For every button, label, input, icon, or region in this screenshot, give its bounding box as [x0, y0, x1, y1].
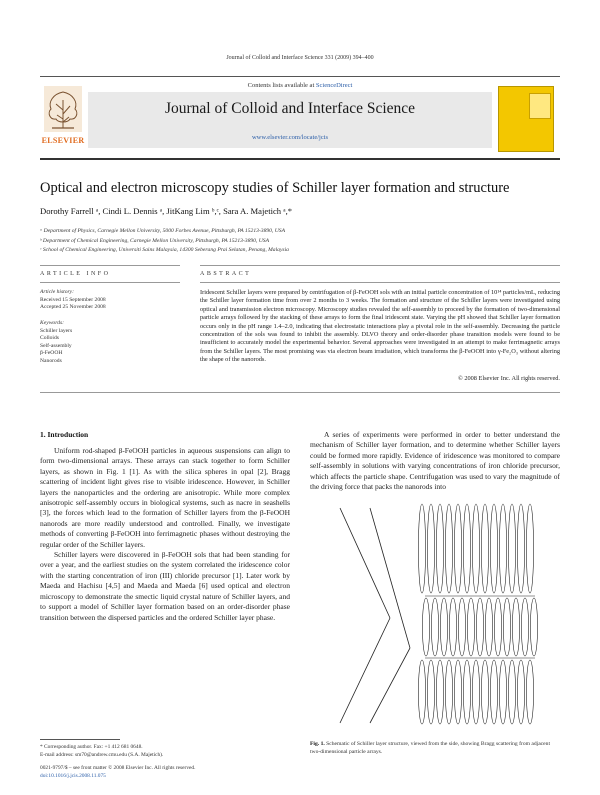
divider: [40, 265, 180, 266]
header-top-rule: [40, 76, 560, 77]
keyword: β-FeOOH: [40, 350, 63, 356]
contents-prefix: Contents lists available at: [247, 82, 316, 89]
paper-title: Optical and electron microscopy studies of Schiller layer formation and structure: [40, 180, 510, 196]
footnote-rule: [40, 739, 120, 740]
keywords-block: [40, 320, 180, 365]
history-label: Article history:: [40, 289, 75, 295]
nanorod: [476, 598, 483, 656]
contents-line: [40, 82, 560, 89]
nanorod: [485, 598, 492, 656]
divider: [200, 282, 560, 283]
nanorod: [431, 598, 438, 656]
nanorod: [490, 660, 497, 724]
abstract-heading: ABSTRACT: [200, 271, 252, 277]
affiliation-c: ᶜ School of Chemical Engineering, Universiti Sains Malaysia, 14300 Seberang Prai Selatan, Penang, Malaysia: [40, 247, 289, 253]
section-heading: 1. Introduction: [40, 430, 89, 439]
journal-cover-thumbnail: [498, 86, 554, 152]
body-paragraph: Uniform rod-shaped β-FeOOH particles in aqueous suspensions can align to form two-dimensional arrays. These arrays can stack together to form Schiller layers, as shown in Fig. 1 [1]. As with the silica spheres in opal [2], Bragg scattering of incident light gives rise to visible iridescence. However, in Schiller layers the nanoparticles and the ordering are anisotropic. While more complex anisotropic self-assembly occurs in biological systems, such as nacre in seashells [3], the forces which lead to the formation of Schiller layers from the β-FeOOH nanorods are more readily understood and controlled. Finally, we investigate methods of converting β-FeOOH into ferrimagnetic phases without destroying the regular order of the Schiller layers.: [40, 446, 290, 549]
nanorod: [521, 598, 528, 656]
keyword: Nanorods: [40, 357, 62, 364]
journal-url-link[interactable]: www.elsevier.com/locate/jcis: [251, 134, 329, 141]
article-info-heading: ARTICLE INFO: [40, 271, 111, 277]
nanorod: [481, 504, 488, 593]
body-paragraph: Schiller layers were discovered in β-FeOOH sols that had been standing for over a year, and the earliest studies on the system correlated the iridescence color with the starting concentration of iron (III) chloride precursor [1]. Later work by Maeda and Hachisu [4,5] and Maeda and Maeda [6] used optical and electron microscopy to demonstrate the smectic liquid crystal nature of Schiller layers, and to support a model of Schiller layer formation based on an order-disorder phase transition between the dispersed particles and the ordered Schiller layer phase.: [40, 550, 290, 622]
nanorod: [445, 504, 452, 593]
sciencedirect-link[interactable]: ScienceDirect: [315, 82, 353, 89]
nanorod: [463, 660, 470, 724]
nanorod: [427, 660, 434, 724]
keyword: Colloids: [40, 335, 59, 341]
nanorod: [503, 598, 510, 656]
nanorod: [422, 598, 429, 656]
figure-1-schematic: [330, 498, 540, 726]
nanorod: [526, 660, 533, 724]
affiliation-a: ᵃ Department of Physics, Carnegie Mellon University, 5000 Forbes Avenue, Pittsburgh, PA 15213-3890, USA: [40, 228, 286, 234]
keyword: Self-assembly: [40, 342, 72, 349]
keyword: Schiller layers: [40, 327, 73, 334]
received-date: Received 15 September 2008: [40, 296, 106, 303]
divider: [200, 265, 560, 266]
nanorod: [454, 660, 461, 724]
divider: [40, 392, 560, 393]
nanorod: [463, 504, 470, 593]
nanorod: [436, 660, 443, 724]
abstract-text: Iridescent Schiller layers were prepared by centrifugation of β-FeOOH sols with an initial particle concentration of 10¹⁴ particles/mL, reducing the Schiller layer formation time from over 2 months to 3 weeks. The formation and structure of the Schiller layers were investigated using optical and transmission electron microscopy. Microscopy studies revealed the self-assembly to proceed by the formation of two-dimensional particle arrays followed by the stacking of these arrays to form the final iridescent state. Varying the pH showed that Schiller layer formation occurs only in the pH range 1.4–2.0, indicating that electrostatic interactions play a pivotal role in the self-assembly. Decreasing the particle concentration of the sols was found to inhibit the assembly. DLVO theory and order-disorder phase transition models were found to be insufficient to accurately model the experimental behavior. Several approaches were investigated in an attempt to make ferrimagnetic arrays from the Schiller layers. The most promising was via electron beam irradiation, which transforms the β-FeOOH into γ-Fe₂O₃ without altering the shape of the nanorods.: [200, 289, 560, 364]
affiliation-b: ᵇ Department of Chemical Engineering, Carnegie Mellon University, Pittsburgh, PA 15213-3890, USA: [40, 237, 270, 244]
header-bottom-rule: [40, 158, 560, 160]
corresponding-author-note: * Corresponding author. Fax: +1 412 681 0648.: [40, 744, 143, 750]
nanorod: [472, 660, 479, 724]
nanorod: [512, 598, 519, 656]
nanorod: [449, 598, 456, 656]
nanorod: [440, 598, 447, 656]
nanorod: [445, 660, 452, 724]
front-matter-line: 0021-9797/$ – see front matter © 2008 Elsevier Inc. All rights reserved.: [40, 765, 196, 771]
nanorod: [494, 598, 501, 656]
footnotes: [40, 743, 290, 759]
nanorod: [427, 504, 434, 593]
elsevier-tree-icon: [44, 86, 82, 132]
doi-link[interactable]: doi:10.1016/j.jcis.2008.11.075: [40, 773, 106, 779]
figure-caption: [310, 740, 560, 756]
journal-citation: Journal of Colloid and Interface Science 331 (2009) 394–400: [226, 55, 374, 61]
article-history: [40, 289, 180, 312]
keywords-label: Keywords:: [40, 320, 65, 326]
right-column: [310, 430, 560, 492]
nanorod: [467, 598, 474, 656]
front-matter: [40, 764, 290, 780]
copyright-notice: © 2008 Elsevier Inc. All rights reserved.: [457, 375, 560, 382]
nanorod: [454, 504, 461, 593]
nanorod: [472, 504, 479, 593]
nanorod: [517, 660, 524, 724]
figure-caption-text: Schematic of Schiller layer structure, viewed from the side, showing Bragg scattering from adjacent two-dimensional particle arrays.: [310, 741, 550, 755]
email-note: E-mail address: sm70@andrew.cmu.edu (S.A. Majetich).: [40, 752, 164, 758]
nanorod: [490, 504, 497, 593]
figure-label: Fig. 1.: [310, 741, 325, 747]
bragg-rays: [340, 508, 410, 723]
left-column: [40, 446, 290, 623]
elsevier-logo[interactable]: [40, 86, 86, 148]
nanorod: [499, 504, 506, 593]
nanorod: [418, 504, 425, 593]
body-paragraph: A series of experiments were performed in order to better understand the mechanism of Schiller layer formation, and to determine whether Schiller layers could be formed more rapidly. Evidence of iridescence was monitored to compare self-assembly in solutions with varying concentrations of iron chloride precursor, which affects the particle shape. Centrifugation was used to vary the magnitude of the driving force that packs the nanorods into: [310, 430, 560, 492]
nanorod: [418, 660, 425, 724]
nanorod: [517, 504, 524, 593]
nanorod: [499, 660, 506, 724]
elsevier-wordmark: ELSEVIER: [41, 136, 85, 145]
divider: [40, 282, 180, 283]
nanorod: [526, 504, 533, 593]
nanorod: [481, 660, 488, 724]
nanorod: [530, 598, 537, 656]
nanorod: [458, 598, 465, 656]
nanorod: [508, 660, 515, 724]
author-list: Dorothy Farrell ᵃ, Cindi L. Dennis ᵃ, JitKang Lim ᵇ,ᶜ, Sara A. Majetich ᵃ,*: [40, 206, 293, 216]
journal-title: Journal of Colloid and Interface Science: [164, 100, 416, 117]
cover-image: [529, 93, 551, 119]
affiliations: [40, 227, 560, 256]
nanorod: [508, 504, 515, 593]
nanorod: [436, 504, 443, 593]
nanorod-arrays: [418, 504, 537, 724]
accepted-date: Accepted 25 November 2008: [40, 304, 106, 310]
